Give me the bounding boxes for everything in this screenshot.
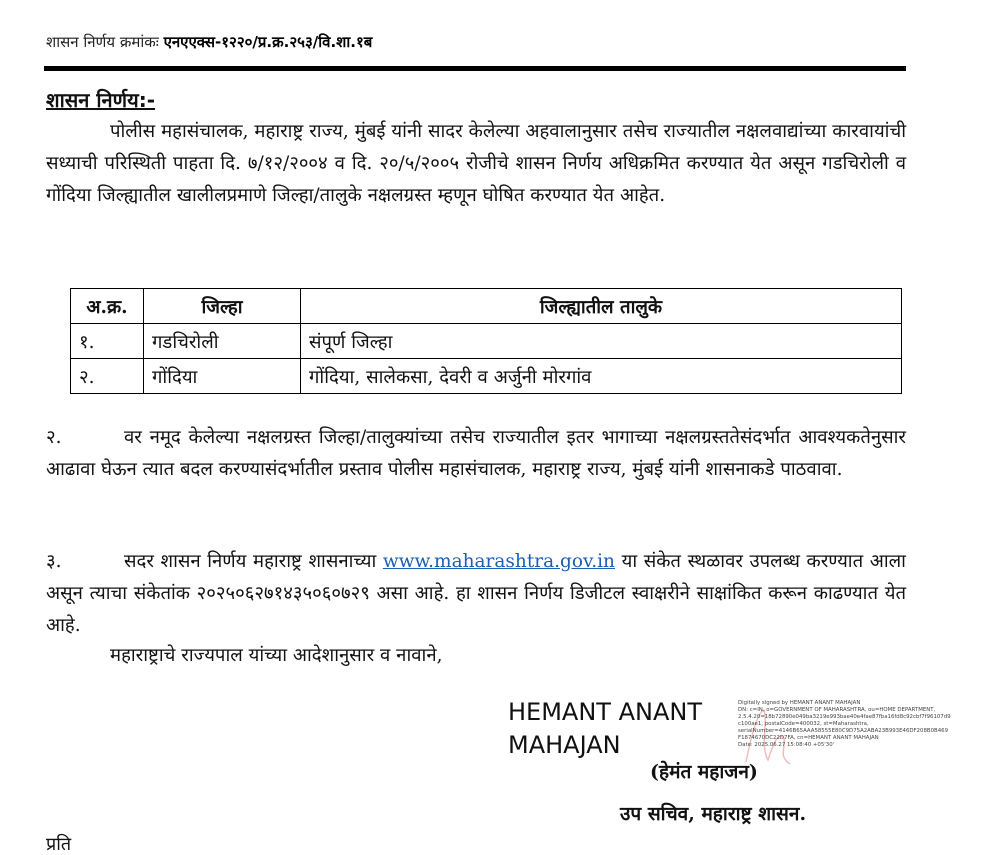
signature-detail-line: Digitally signed by HEMANT ANANT MAHAJAN (738, 700, 861, 706)
paragraph-3-text-after: या संकेत स्थळावर उपलब्ध करण्यात आला असून त्याचा संकेतांक २०२५०६२७१४३५०६०७२९ असा आहे. हा शासन निर्णय डिजीटल स्वाक्षरीने साक्षांकित करून काढण्यात येत आहे. (46, 551, 906, 636)
table-header-row (71, 289, 902, 324)
digital-signature-details (738, 700, 974, 749)
table-row (71, 324, 902, 359)
header-talukas: जिल्ह्यातील तालुके (301, 289, 902, 324)
paragraph-3-text-before: सदर शासन निर्णय महाराष्ट्र शासनाच्या (124, 551, 377, 572)
reference-number: एनएएक्स-१२२०/प्र.क्र.२५३/वि.शा.१ब (163, 33, 373, 51)
closing-line: महाराष्ट्राचे राज्यपाल यांच्या आदेशानुसार व नावाने, (110, 645, 443, 666)
document-reference (46, 32, 372, 52)
paragraph-3-number: ३. (46, 551, 62, 572)
signer-name-line-1: HEMANT ANANT (508, 698, 702, 726)
officer-name: (हेमंत महाजन) (650, 761, 758, 783)
reference-prefix: शासन निर्णय क्रमांकः (46, 33, 159, 51)
signature-detail-line: F1874670DC22D7FA, cn=HEMANT ANANT MAHAJAN (738, 735, 879, 741)
officer-title: उप सचिव, महाराष्ट्र शासन. (620, 803, 807, 825)
cell-district: गोंदिया (144, 359, 301, 394)
signature-detail-line: Date: 2025.06.27 15:08:40 +05'30' (738, 742, 835, 748)
cell-district: गडचिरोली (144, 324, 301, 359)
cell-serial: २. (71, 359, 144, 394)
table-row (71, 359, 902, 394)
cell-serial: १. (71, 324, 144, 359)
paragraph-2 (46, 422, 906, 486)
footer-fragment: प्रति (46, 834, 72, 855)
cell-talukas: गोंदिया, सालेकसा, देवरी व अर्जुनी मोरगांव (301, 359, 902, 394)
section-heading: शासन निर्णय:- (46, 88, 156, 112)
header-district: जिल्हा (144, 289, 301, 324)
paragraph-2-text: वर नमूद केलेल्या नक्षलग्रस्त जिल्हा/तालुक्यांच्या तसेच राज्यातील इतर भागाच्या नक्षलग्रस्ततेसंदर्भात आवश्यकतेनुसार आढावा घेऊन त्यात बदल करण्यासंदर्भातील प्रस्ताव पोलीस महासंचालक, महाराष्ट्र राज्य, मुंबई यांनी शासनाकडे पाठवावा. (46, 427, 906, 480)
paragraph-3 (46, 546, 906, 642)
signature-detail-line: DN: c=IN, o=GOVERNMENT OF MAHARASHTRA, ou=HOME DEPARTMENT, (738, 707, 936, 713)
paragraph-1: पोलीस महासंचालक, महाराष्ट्र राज्य, मुंबई यांनी सादर केलेल्या अहवालानुसार तसेच राज्यातील नक्षलवाद्यांच्या कारवायांची सध्याची परिस्थिती पाहता दि. ७/१२/२००४ व दि. २०/५/२००५ रोजीचे शासन निर्णय अधिक्रमित करण्यात येत असून गडचिरोली व गोंदिया जिल्ह्यातील खालीलप्रमाणे जिल्हा/तालुके नक्षलग्रस्त म्हणून घोषित करण्यात येत आहेत. (46, 121, 906, 206)
header-serial: अ.क्र. (71, 289, 144, 324)
district-taluka-table (70, 288, 902, 394)
signature-detail-line: serialNumber=4146B65AAA58555E80C9D75A2ABA23B993E46DF208B0B469 (738, 728, 949, 734)
signature-detail-line: c100ae1, postalCode=400032, st=Maharashtra, (738, 721, 869, 727)
paragraph-2-number: २. (46, 427, 62, 448)
maharashtra-website-link[interactable]: www.maharashtra.gov.in (382, 551, 615, 572)
signer-name-line-2: MAHAJAN (508, 731, 621, 759)
signer-name (508, 696, 702, 762)
cell-talukas: संपूर्ण जिल्हा (301, 324, 902, 359)
header-rule (44, 66, 906, 71)
signature-detail-line: 2.5.4.20=18b72890e049ba3219e993bae40e4fae87fba16fd8c92cbf7f96107d9 (738, 714, 951, 720)
